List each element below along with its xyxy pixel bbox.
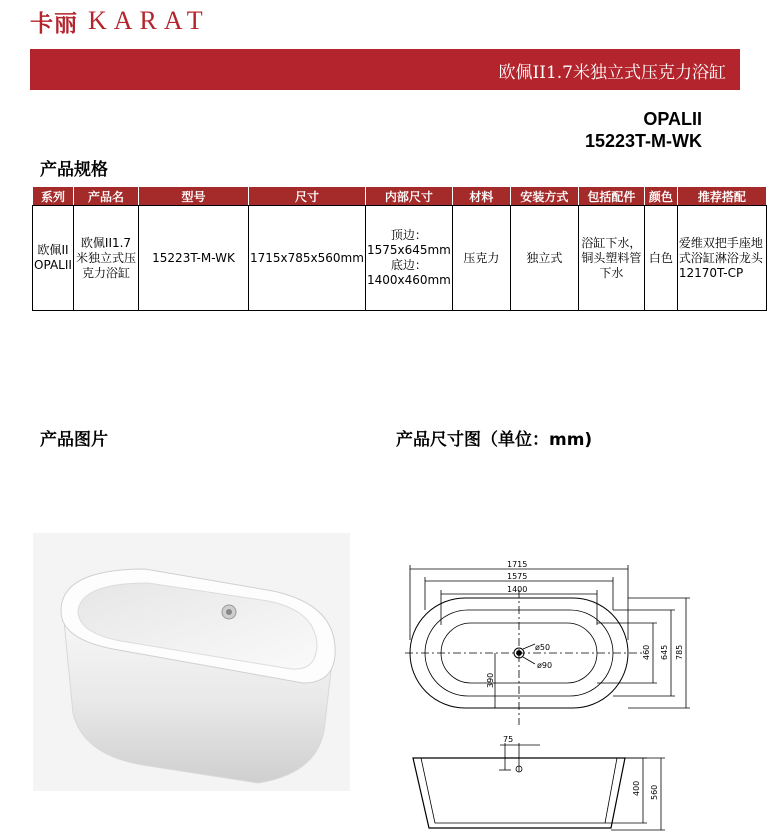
brand-name-cn: 卡丽 [30, 9, 78, 37]
cell-color: 白色 [644, 206, 677, 311]
dim-645: 645 [660, 644, 669, 660]
dim-1400: 1400 [507, 585, 528, 594]
spec-table [32, 186, 767, 311]
dim-75: 75 [503, 735, 514, 744]
dim-1715: 1715 [507, 560, 528, 569]
cell-accessories: 浴缸下水，铜头塑料管下水 [578, 206, 644, 311]
cell-install: 独立式 [510, 206, 578, 311]
spec-section-title: 产品规格 [40, 160, 108, 180]
header-cell: 安装方式 [510, 187, 578, 206]
dimension-drawing [395, 540, 705, 836]
cell-material: 压克力 [452, 206, 510, 311]
model-number: 15223T-M-WK [584, 131, 702, 151]
title-banner [30, 49, 740, 90]
cell-model: 15223T-M-WK [139, 206, 249, 311]
photo-section-title: 产品图片 [40, 430, 108, 450]
dim-390: 390 [486, 672, 495, 688]
dim-560: 560 [650, 784, 659, 800]
brand-name-en: KARAT [88, 6, 210, 35]
cell-inner-size: 顶边：1575x645mm 底边：1400x460mm [365, 206, 452, 311]
header-cell: 推荐搭配 [677, 187, 766, 206]
header-cell: 颜色 [644, 187, 677, 206]
header-cell: 产品名 [74, 187, 139, 206]
spec-table-header [33, 187, 767, 206]
dim-d50: ø50 [535, 643, 551, 652]
bathtub-image [33, 533, 350, 791]
dim-1575: 1575 [507, 572, 528, 581]
cell-product-name: 欧佩II1.7米独立式压克力浴缸 [74, 206, 139, 311]
model-series: OPALII [643, 109, 702, 129]
cell-recommend: 爱维双把手座地式浴缸淋浴龙头12170T-CP [677, 206, 766, 311]
dimension-svg [395, 540, 705, 836]
header-cell: 尺寸 [249, 187, 366, 206]
cell-size: 1715x785x560mm [249, 206, 366, 311]
dim-d90: ø90 [537, 661, 553, 670]
dim-785: 785 [675, 644, 684, 660]
header-cell: 包括配件 [578, 187, 644, 206]
model-code [585, 108, 702, 152]
header-cell: 型号 [139, 187, 249, 206]
dims-section-title: 产品尺寸图（单位：mm) [396, 430, 593, 450]
header-cell: 内部尺寸 [365, 187, 452, 206]
header-cell: 系列 [33, 187, 74, 206]
dim-400: 400 [632, 780, 641, 796]
cell-series: 欧佩II OPALII [33, 206, 74, 311]
brand-logo [30, 6, 210, 36]
product-photo [33, 533, 350, 791]
table-row [33, 206, 767, 311]
dim-460: 460 [642, 644, 651, 660]
product-title: 欧佩II1.7米独立式压克力浴缸 [498, 63, 726, 83]
header-cell: 材料 [452, 187, 510, 206]
